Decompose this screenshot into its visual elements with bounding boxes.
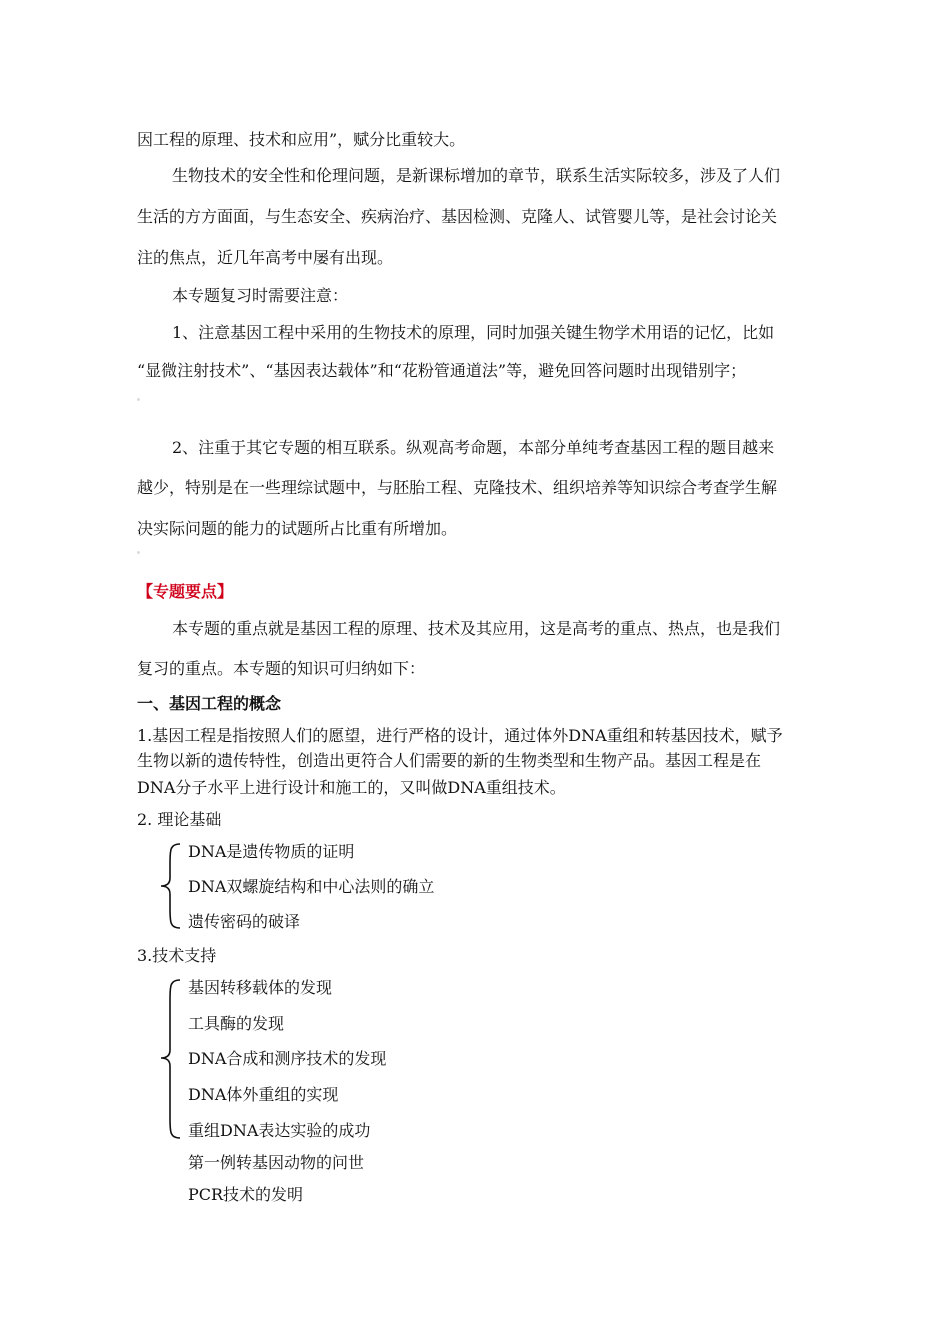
left-brace-icon <box>158 978 184 1140</box>
tech-item: PCR技术的发明 <box>188 1185 304 1204</box>
concept-line: 1.基因工程是指按照人们的愿望，进行严格的设计，通过体外DNA重组和转基因技术，赋予 <box>137 726 783 745</box>
decorative-dot <box>137 551 140 554</box>
left-brace-icon <box>158 842 184 930</box>
concept-line: DNA分子水平上进行设计和施工的，又叫做DNA重组技术。 <box>137 778 566 797</box>
paragraph-line: 注的焦点，近几年高考中屡有出现。 <box>137 248 394 267</box>
tech-item: 工具酶的发现 <box>188 1014 285 1033</box>
summary-line: 本专题的重点就是基因工程的原理、技术及其应用，这是高考的重点、热点，也是我们 <box>172 619 781 638</box>
tech-item: 重组DNA表达实验的成功 <box>188 1121 371 1140</box>
note-line: “显微注射技术”、“基因表达载体”和“花粉管通道法”等，避免回答问题时出现错别字； <box>137 361 747 380</box>
tech-item: DNA合成和测序技术的发现 <box>188 1049 387 1068</box>
decorative-dot <box>137 398 140 401</box>
summary-line: 复习的重点。本专题的知识可归纳如下： <box>137 659 426 678</box>
theory-item: DNA是遗传物质的证明 <box>188 842 355 861</box>
note-line: 2、注重于其它专题的相互联系。纵观高考命题，本部分单纯考查基因工程的题目越来 <box>172 438 775 457</box>
section-heading: 【专题要点】 <box>137 582 234 601</box>
tech-item: 第一例转基因动物的问世 <box>188 1153 365 1172</box>
intro-line: 因工程的原理、技术和应用”，赋分比重较大。 <box>137 130 466 149</box>
tech-item: 基因转移载体的发现 <box>188 978 333 997</box>
note-line: 1、注意基因工程中采用的生物技术的原理，同时加强关键生物学术用语的记忆，比如 <box>172 323 775 342</box>
part-title: 一、基因工程的概念 <box>137 694 282 713</box>
note-line: 越少，特别是在一些理综试题中，与胚胎工程、克隆技术、组织培养等知识综合考查学生解 <box>137 478 778 497</box>
tech-title: 3.技术支持 <box>137 946 217 965</box>
paragraph-line: 生物技术的安全性和伦理问题，是新课标增加的章节，联系生活实际较多，涉及了人们 <box>172 166 781 185</box>
theory-title: 2. 理论基础 <box>137 810 222 829</box>
note-title: 本专题复习时需要注意： <box>172 286 349 305</box>
tech-item: DNA体外重组的实现 <box>188 1085 339 1104</box>
paragraph-line: 生活的方方面面，与生态安全、疾病治疗、基因检测、克隆人、试管婴儿等，是社会讨论关 <box>137 207 778 226</box>
theory-item: 遗传密码的破译 <box>188 912 301 931</box>
theory-item: DNA双螺旋结构和中心法则的确立 <box>188 877 435 896</box>
concept-line: 生物以新的遗传特性，创造出更符合人们需要的新的生物类型和生物产品。基因工程是在 <box>137 751 762 770</box>
note-line: 决实际问题的能力的试题所占比重有所增加。 <box>137 519 458 538</box>
